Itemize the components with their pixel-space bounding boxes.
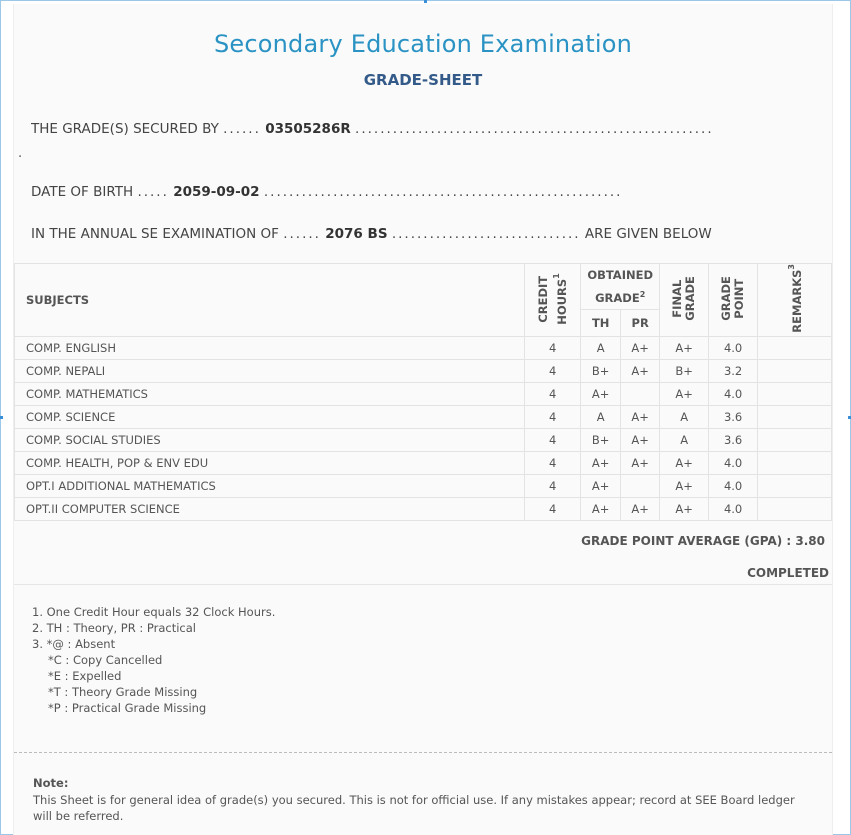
- credit-cell: 4: [525, 497, 581, 520]
- final-grade-cell: A+: [660, 451, 709, 474]
- table-row: [15, 359, 832, 382]
- subject-cell: COMP. MATHEMATICS: [15, 382, 525, 405]
- footnote-item: *T : Theory Grade Missing: [48, 685, 198, 699]
- resize-handle-top[interactable]: [424, 0, 427, 3]
- th-grade-cell: A+: [581, 497, 621, 520]
- grade-point-cell: 4.0: [709, 497, 758, 520]
- footnote-item: *E : Expelled: [48, 669, 122, 683]
- subjects-header: SUBJECTS: [15, 264, 525, 337]
- credit-cell: 4: [525, 382, 581, 405]
- trailing-dot: .: [18, 146, 23, 161]
- sheet-subtitle: GRADE-SHEET: [363, 71, 483, 89]
- table-row: [15, 497, 832, 520]
- th-grade-cell: A+: [581, 451, 621, 474]
- pr-header: PR: [621, 309, 660, 336]
- grade-sheet: [13, 4, 833, 835]
- footnote-item: 1. One Credit Hour equals 32 Clock Hours.: [32, 605, 276, 619]
- remarks-cell: [758, 428, 832, 451]
- pr-grade-cell: [621, 382, 660, 405]
- footnote-item: 2. TH : Theory, PR : Practical: [32, 621, 196, 635]
- table-row: [15, 405, 832, 428]
- th-grade-cell: A: [581, 336, 621, 359]
- obtained-grade-header: [581, 264, 660, 310]
- remarks-header: [758, 264, 832, 337]
- exam-title: Secondary Education Examination: [213, 30, 633, 58]
- grade-point-cell: 3.6: [709, 405, 758, 428]
- final-grade-cell: A+: [660, 382, 709, 405]
- th-header: TH: [581, 309, 621, 336]
- remarks-cell: [758, 359, 832, 382]
- final-grade-cell: A+: [660, 336, 709, 359]
- dob-line: [31, 184, 826, 200]
- table-row: [15, 451, 832, 474]
- th-grade-cell: A: [581, 405, 621, 428]
- credit-cell: 4: [525, 474, 581, 497]
- credit-hours-header: [525, 264, 581, 337]
- subject-cell: COMP. NEPALI: [15, 359, 525, 382]
- exam-line: [31, 226, 826, 242]
- subject-cell: OPT.I ADDITIONAL MATHEMATICS: [15, 474, 525, 497]
- dots: .....: [137, 184, 169, 200]
- subject-cell: COMP. SOCIAL STUDIES: [15, 428, 525, 451]
- grade-point-label: GRADE POINT: [719, 276, 747, 321]
- subject-cell: COMP. HEALTH, POP & ENV EDU: [15, 451, 525, 474]
- obtained-grade-footnote: 2: [639, 289, 646, 299]
- pr-grade-cell: A+: [621, 451, 660, 474]
- dots: .........................................................: [263, 184, 623, 200]
- exam-year: 2076 BS: [325, 226, 388, 242]
- credit-hours-label: CREDIT HOURS: [535, 274, 569, 325]
- th-grade-cell: B+: [581, 359, 621, 382]
- footnote-item: *P : Practical Grade Missing: [48, 701, 207, 715]
- th-grade-cell: B+: [581, 428, 621, 451]
- table-row: [15, 428, 832, 451]
- remarks-cell: [758, 497, 832, 520]
- final-grade-cell: B+: [660, 359, 709, 382]
- result-status: COMPLETED: [747, 566, 829, 580]
- secured-by-label: THE GRADE(S) SECURED BY: [31, 121, 219, 137]
- grades-table: [14, 263, 832, 521]
- credit-hours-footnote: 1: [551, 272, 561, 279]
- dots: ......: [283, 226, 321, 242]
- credit-cell: 4: [525, 336, 581, 359]
- secured-by-line: [31, 121, 826, 137]
- resize-handle-left[interactable]: [0, 416, 3, 419]
- table-row: [15, 474, 832, 497]
- pr-grade-cell: A+: [621, 336, 660, 359]
- dob-label: DATE OF BIRTH: [31, 184, 134, 200]
- final-grade-cell: A+: [660, 474, 709, 497]
- credit-cell: 4: [525, 451, 581, 474]
- final-grade-cell: A+: [660, 497, 709, 520]
- note-title: Note:: [33, 776, 69, 790]
- gpa-summary: GRADE POINT AVERAGE (GPA) : 3.80: [581, 534, 825, 548]
- pr-grade-cell: [621, 474, 660, 497]
- final-grade-cell: A: [660, 428, 709, 451]
- dots: ..............................: [391, 226, 581, 242]
- divider: [14, 584, 832, 585]
- grade-point-cell: 4.0: [709, 451, 758, 474]
- dots: ......: [223, 121, 261, 137]
- subject-cell: COMP. ENGLISH: [15, 336, 525, 359]
- pr-grade-cell: A+: [621, 497, 660, 520]
- grade-point-cell: 3.2: [709, 359, 758, 382]
- remarks-label: REMARKS: [789, 269, 804, 333]
- footnotes: [32, 604, 275, 716]
- grade-point-cell: 4.0: [709, 474, 758, 497]
- subject-cell: OPT.II COMPUTER SCIENCE: [15, 497, 525, 520]
- credit-cell: 4: [525, 428, 581, 451]
- final-grade-header: [660, 264, 709, 337]
- subject-cell: COMP. SCIENCE: [15, 405, 525, 428]
- exam-label: IN THE ANNUAL SE EXAMINATION OF: [31, 226, 279, 242]
- th-grade-cell: A+: [581, 474, 621, 497]
- table-row: [15, 382, 832, 405]
- remarks-cell: [758, 336, 832, 359]
- given-below-label: ARE GIVEN BELOW: [584, 226, 712, 242]
- dashed-divider: [14, 752, 832, 753]
- dots: .........................................................: [355, 121, 714, 137]
- note-text: This Sheet is for general idea of grade(s) you secured. This is not for official use. If any mistakes appear; record at SEE Board ledger will be referred.: [33, 793, 795, 823]
- remarks-cell: [758, 405, 832, 428]
- credit-cell: 4: [525, 359, 581, 382]
- pr-grade-cell: A+: [621, 405, 660, 428]
- final-grade-label: FINAL GRADE: [670, 276, 698, 321]
- grade-point-cell: 4.0: [709, 382, 758, 405]
- remarks-cell: [758, 474, 832, 497]
- grade-point-header: [709, 264, 758, 337]
- final-grade-cell: A: [660, 405, 709, 428]
- table-row: [15, 336, 832, 359]
- remarks-cell: [758, 382, 832, 405]
- grade-point-cell: 3.6: [709, 428, 758, 451]
- footnote-item: 3. *@ : Absent: [32, 637, 116, 651]
- remarks-cell: [758, 451, 832, 474]
- remarks-footnote: 3: [787, 264, 797, 270]
- credit-cell: 4: [525, 405, 581, 428]
- pr-grade-cell: A+: [621, 428, 660, 451]
- obtained-grade-label: OBTAINED GRADE: [587, 267, 654, 305]
- dob-value: 2059-09-02: [173, 184, 260, 200]
- footnote-item: *C : Copy Cancelled: [48, 653, 163, 667]
- grade-point-cell: 4.0: [709, 336, 758, 359]
- pr-grade-cell: A+: [621, 359, 660, 382]
- th-grade-cell: A+: [581, 382, 621, 405]
- symbol-number: 03505286R: [265, 121, 351, 137]
